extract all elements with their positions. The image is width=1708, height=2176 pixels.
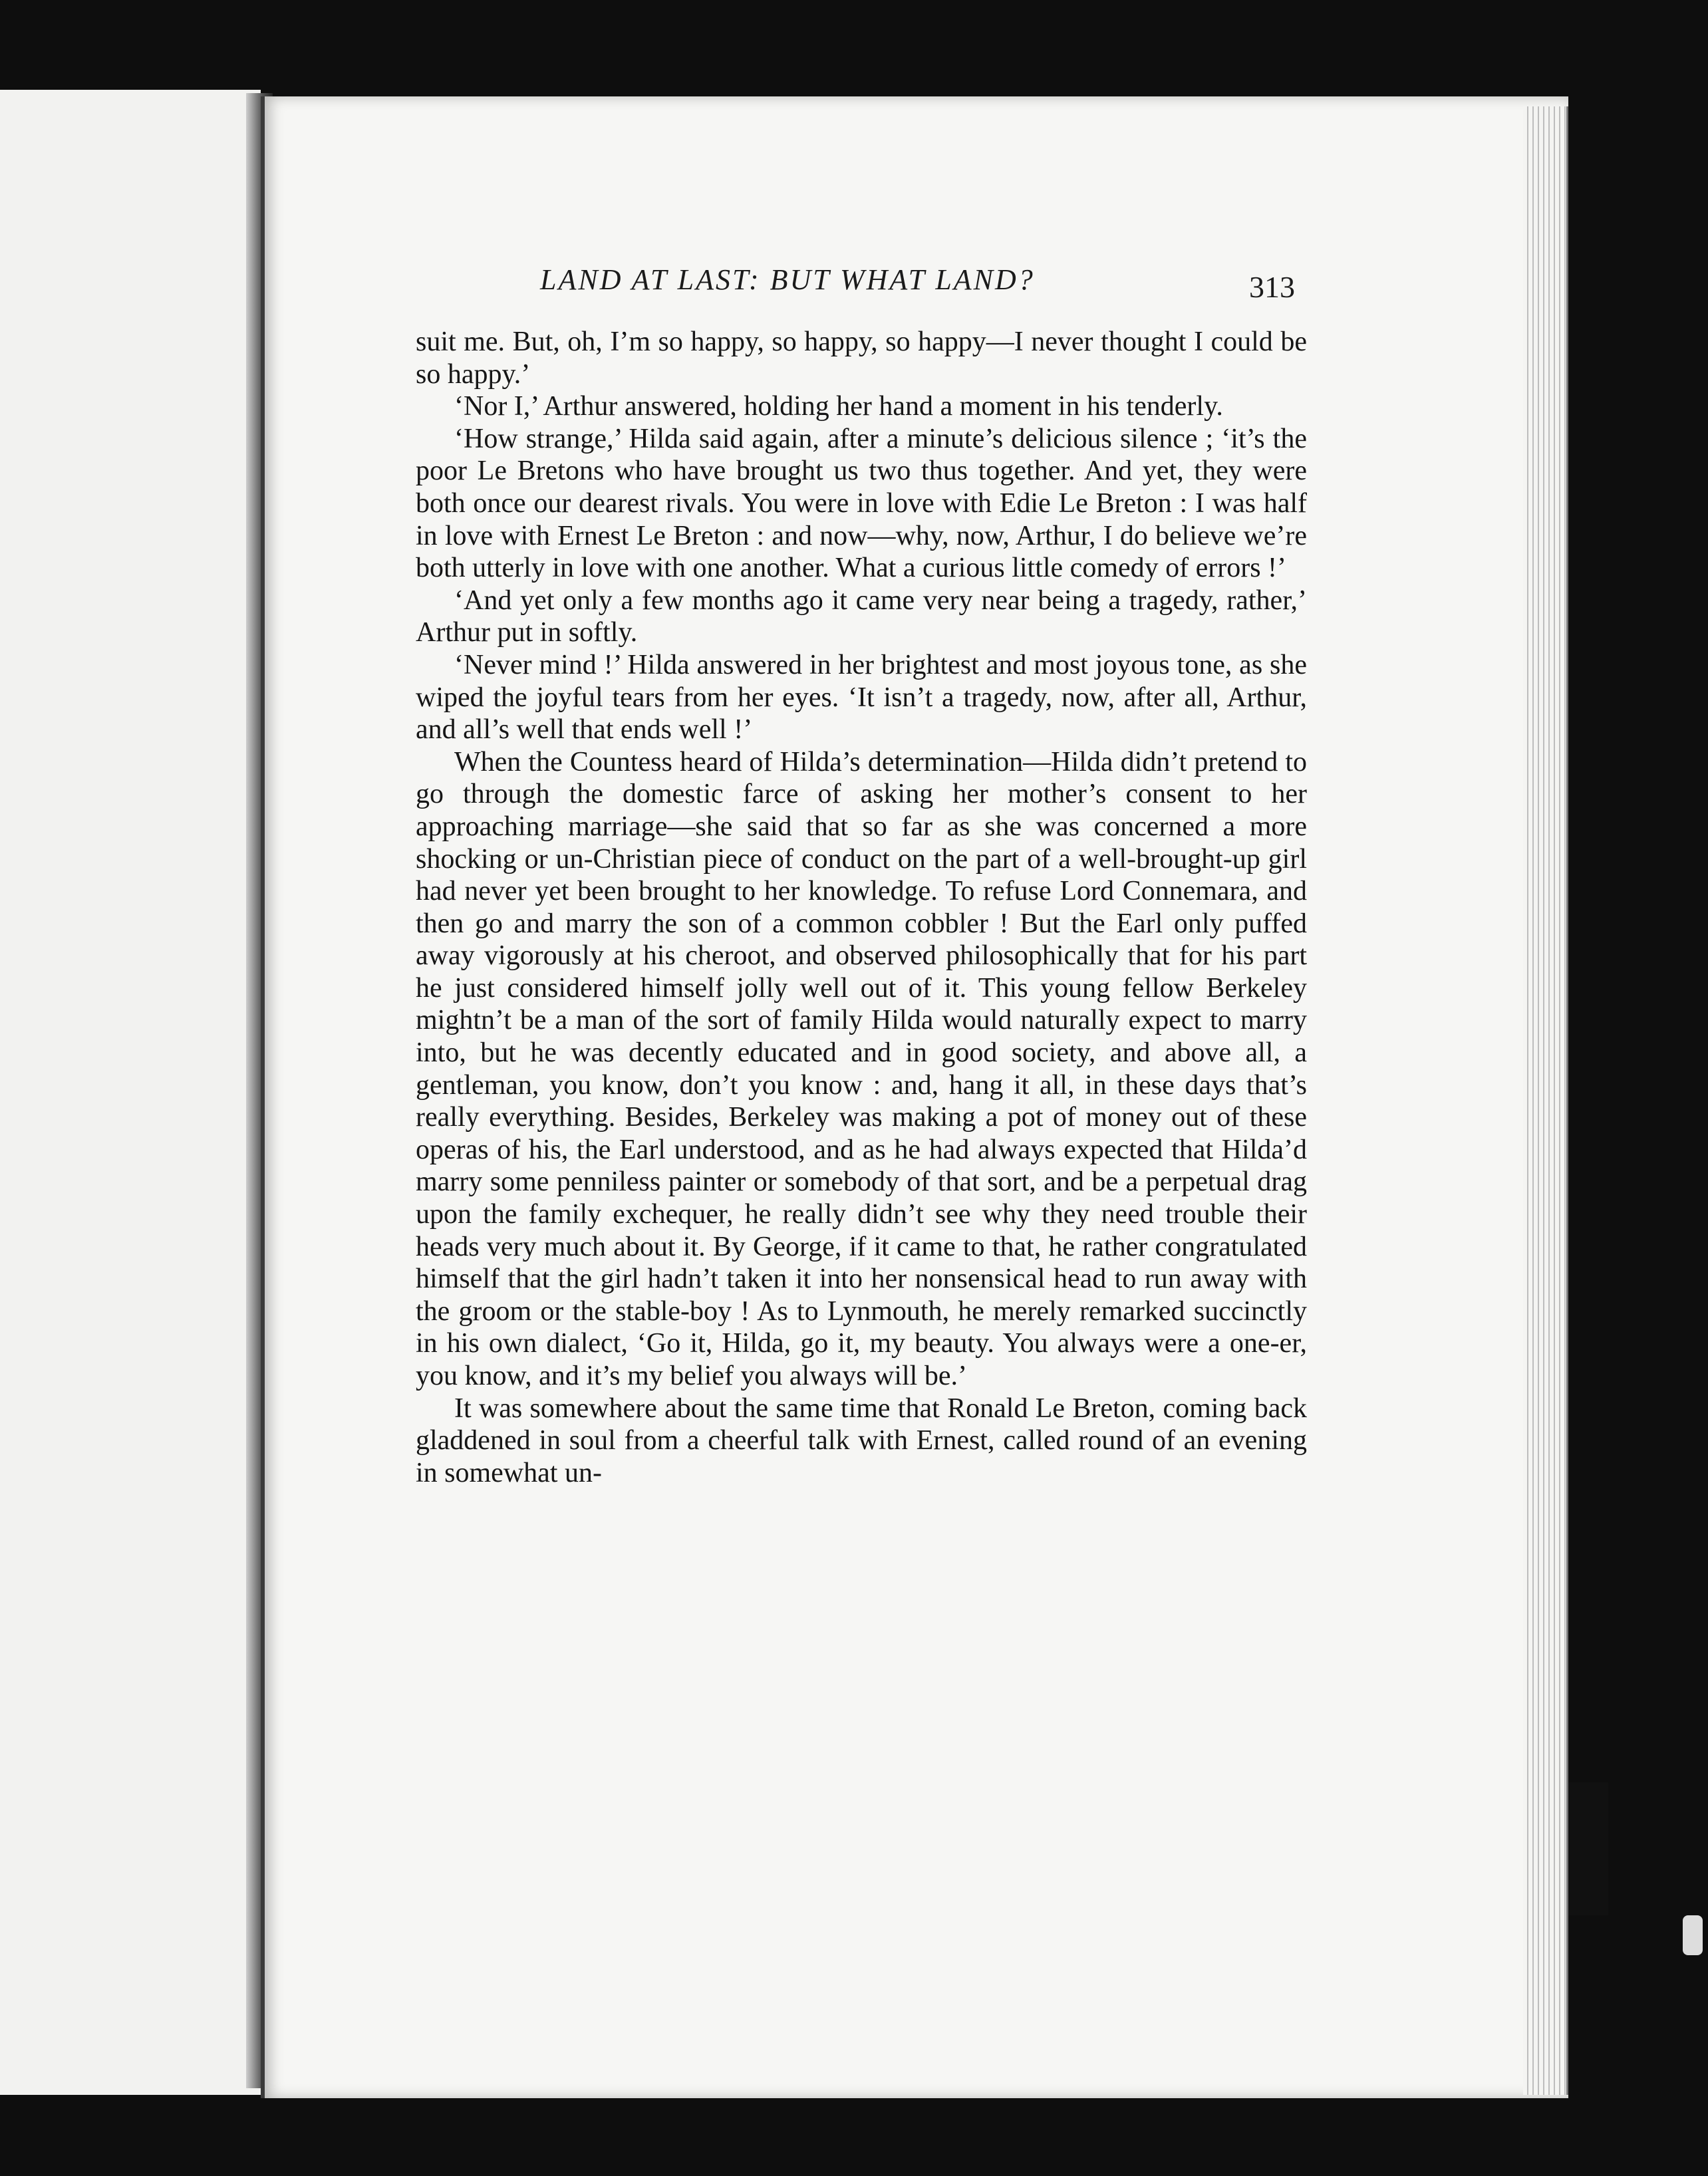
body-text bbox=[416, 326, 1307, 1489]
paragraph-continuation: suit me. But, oh, I’m so happy, so happy, so happy—I never thought I could be so happy.’ bbox=[416, 327, 1307, 390]
running-head: LAND AT LAST: BUT WHAT LAND? bbox=[540, 263, 1035, 296]
scan-artifact bbox=[1683, 1915, 1703, 1955]
page-edges bbox=[1523, 106, 1568, 2095]
paragraph: ‘Nor I,’ Arthur answered, holding her hand a moment in his tenderly. bbox=[454, 391, 1223, 422]
page-number: 313 bbox=[1249, 270, 1295, 304]
paragraph: When the Countess heard of Hilda’s determination—Hilda didn’t pretend to go through the domestic farce of asking her mother’s consent to her approaching marriage—she said that so far as she was concerned a more shocking or un-Christian piece of conduct on the part of a well-brought-up girl had never yet been brought to her knowledge. To refuse Lord Connemara, and then go and marry the son of a common cobbler ! But the Earl only puffed away vigorously at his cheroot, and observed philosophically that for his part he just considered himself jolly well out of it. This young fellow Berkeley mightn’t be a man of the sort of family Hilda would naturally expect to marry into, but he was decently educated and in good society, and above all, a gentleman, you know, don’t you know : and, hang it all, in these days that’s really everything. Besides, Berkeley was making a pot of money out of these operas of his, the Earl understood, and as he had always expected that Hilda’d marry some penniless painter or somebody of that sort, and be a perpetual drag upon the family exchequer, he really didn’t see why they need trouble their heads very much about it. By George, if it came to that, he rather congratulated himself that the girl hadn’t taken it into her nonsensical head to run away with the groom or the stable-boy ! As to Lynmouth, he merely remarked succinctly in his own dialect, ‘Go it, Hilda, go it, my beauty. You always were a one-er, you know, and it’s my belief you always will be.’ bbox=[416, 746, 1307, 1391]
paragraph: It was somewhere about the same time that Ronald Le Breton, coming back gladdened in soul from a cheerful talk with Ernest, called round of an evening in somewhat un- bbox=[416, 1393, 1307, 1488]
paragraph: ‘And yet only a few months ago it came very near being a tragedy, rather,’ Arthur put in softly. bbox=[416, 585, 1307, 648]
paragraph: ‘How strange,’ Hilda said again, after a minute’s delicious silence ; ‘it’s the poor Le Bretons who have brought us two thus together. And yet, they were both once our dearest rivals. You were in love with Edie Le Breton : I was half in love with Ernest Le Breton : and now—why, now, Arthur, I do believe we’re both utterly in love with one another. What a curious little comedy of errors !’ bbox=[416, 423, 1307, 584]
paragraph: ‘Never mind !’ Hilda answered in her brightest and most joyous tone, as she wiped the joyful tears from her eyes. ‘It isn’t a tragedy, now, after all, Arthur, and all’s well that ends well !’ bbox=[416, 649, 1307, 746]
left-facing-page bbox=[0, 90, 261, 2095]
page-edge-mark bbox=[1568, 1782, 1608, 1915]
